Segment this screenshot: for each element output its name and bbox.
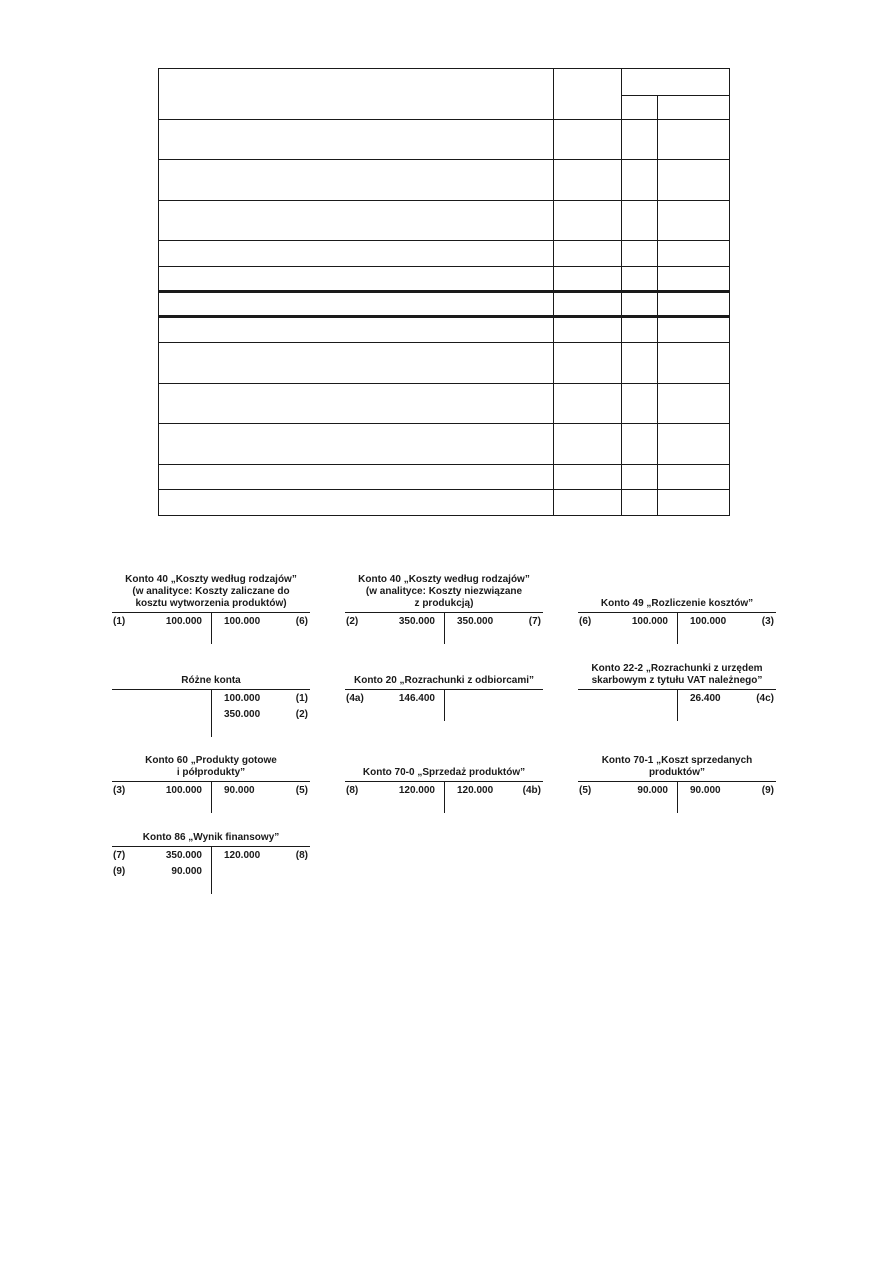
credit-amount: 120.000 <box>224 850 261 861</box>
credit-amount: 90.000 <box>690 785 721 796</box>
account-title-line: Konto 49 „Rozliczenie kosztów” <box>600 598 754 609</box>
account-title-line: Konto 20 „Rozrachunki z odbiorcami” <box>353 675 535 686</box>
account-title <box>574 598 780 612</box>
credit-amount: 120.000 <box>457 785 494 796</box>
table-cell <box>159 69 554 120</box>
account-title-line: produktów” <box>648 767 706 778</box>
table-row <box>159 160 730 201</box>
account-title <box>108 832 314 846</box>
account-title <box>341 675 547 689</box>
account-title-line: Konto 86 „Wynik finansowy” <box>142 832 280 843</box>
account-title-line: (w analityce: Koszty niezwiązane <box>365 586 523 597</box>
credit-amount: 90.000 <box>224 785 255 796</box>
debit-ref: (6) <box>579 616 592 627</box>
debit-ref: (3) <box>113 785 126 796</box>
table-cell <box>622 69 730 96</box>
table-row <box>159 490 730 516</box>
account-title <box>574 755 780 781</box>
t-account-divider <box>677 689 678 721</box>
credit-ref: (9) <box>761 785 774 796</box>
account-title-line: Konto 70-1 „Koszt sprzedanych <box>601 755 753 766</box>
debit-amount: 90.000 <box>171 866 202 877</box>
account-title-line: (w analityce: Koszty zaliczane do <box>132 586 290 597</box>
table-cell <box>658 96 730 120</box>
debit-amount: 90.000 <box>637 785 668 796</box>
account-title-line: Konto 60 „Produkty gotowe <box>145 755 277 766</box>
debit-amount: 350.000 <box>398 616 435 627</box>
credit-ref: (4c) <box>756 693 774 704</box>
debit-ref: (5) <box>579 785 592 796</box>
table-row <box>159 317 730 343</box>
table-header-row <box>159 69 730 96</box>
account-title-line: kosztu wytworzenia produktów) <box>135 598 287 609</box>
t-account-divider <box>211 781 212 813</box>
account-title-line: skarbowym z tytułu VAT należnego” <box>591 675 763 686</box>
account-title <box>108 574 314 612</box>
table-row <box>159 384 730 424</box>
table-row <box>159 343 730 384</box>
account-title <box>108 755 314 781</box>
debit-ref: (4a) <box>346 693 364 704</box>
debit-amount: 120.000 <box>398 785 435 796</box>
debit-ref: (2) <box>346 616 359 627</box>
debit-ref: (7) <box>113 850 126 861</box>
credit-amount: 100.000 <box>224 616 261 627</box>
credit-amount: 350.000 <box>457 616 494 627</box>
t-account-divider <box>211 612 212 644</box>
account-title-line: Konto 40 „Koszty według rodzajów” <box>358 574 530 585</box>
account-title-line: Konto 40 „Koszty według rodzajów” <box>125 574 297 585</box>
table-cell <box>554 69 622 120</box>
debit-amount: 146.400 <box>398 693 435 704</box>
credit-amount: 100.000 <box>690 616 727 627</box>
credit-amount: 350.000 <box>224 709 261 720</box>
table-row <box>159 267 730 292</box>
table-row <box>159 201 730 241</box>
credit-ref: (1) <box>295 693 308 704</box>
account-title-line: i półprodukty” <box>176 767 246 778</box>
debit-amount: 100.000 <box>165 785 202 796</box>
credit-ref: (5) <box>295 785 308 796</box>
credit-ref: (7) <box>528 616 541 627</box>
t-account-divider <box>677 612 678 644</box>
account-title-line: z produkcją) <box>414 598 474 609</box>
table-row <box>159 120 730 160</box>
table-row <box>159 465 730 490</box>
table-row <box>159 241 730 267</box>
t-account-divider <box>444 781 445 813</box>
debit-ref: (8) <box>346 785 359 796</box>
table-row <box>159 292 730 317</box>
credit-amount: 100.000 <box>224 693 261 704</box>
credit-ref: (8) <box>295 850 308 861</box>
credit-ref: (6) <box>295 616 308 627</box>
t-account-divider <box>444 689 445 721</box>
credit-amount: 26.400 <box>690 693 721 704</box>
debit-amount: 350.000 <box>165 850 202 861</box>
account-title-line: Konto 22-2 „Rozrachunki z urzędem <box>591 663 763 674</box>
debit-amount: 100.000 <box>165 616 202 627</box>
account-title <box>574 663 780 689</box>
debit-amount: 100.000 <box>631 616 668 627</box>
account-title-line: Konto 70-0 „Sprzedaż produktów” <box>362 767 526 778</box>
debit-ref: (9) <box>113 866 126 877</box>
t-account-divider <box>677 781 678 813</box>
empty-ruled-table <box>158 68 730 516</box>
table-row <box>159 424 730 465</box>
credit-ref: (4b) <box>522 785 541 796</box>
t-account-divider <box>211 846 212 894</box>
table-cell <box>622 96 658 120</box>
account-title <box>341 767 547 781</box>
debit-ref: (1) <box>113 616 126 627</box>
account-title <box>341 574 547 612</box>
t-account-divider <box>211 689 212 737</box>
account-title <box>108 675 314 689</box>
credit-ref: (3) <box>761 616 774 627</box>
account-title-line: Różne konta <box>181 675 241 686</box>
credit-ref: (2) <box>295 709 308 720</box>
t-account-divider <box>444 612 445 644</box>
